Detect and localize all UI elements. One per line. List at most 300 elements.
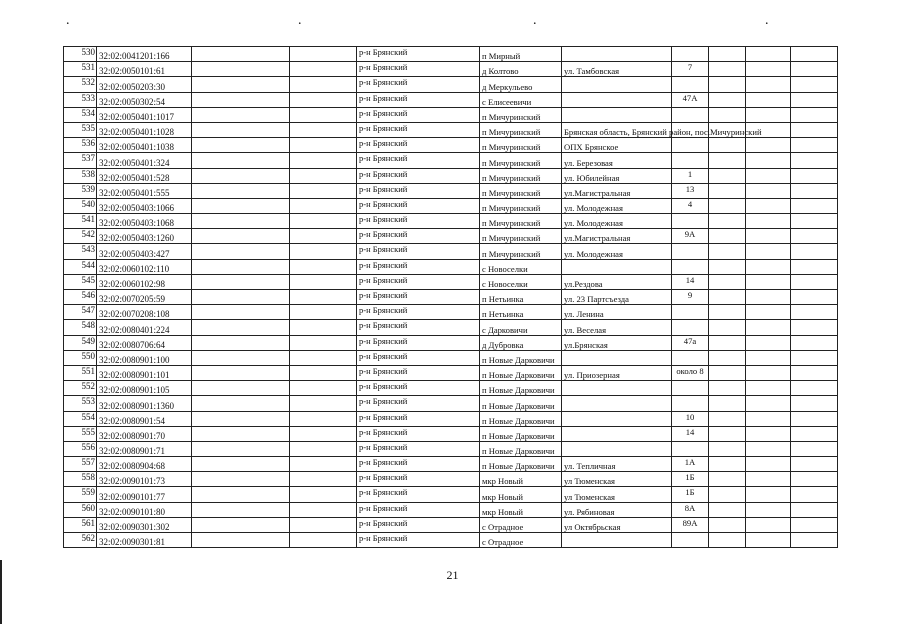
settlement-cell: п Нетьинка [480, 290, 562, 305]
cadastral-number: 32:02:0080901:71 [97, 441, 192, 456]
district-cell: р-н Брянский [357, 138, 480, 153]
empty-cell [791, 472, 838, 487]
registry-table [63, 46, 838, 548]
empty-cell [192, 411, 290, 426]
house-cell [672, 320, 709, 335]
empty-cell [290, 350, 357, 365]
empty-cell [192, 229, 290, 244]
empty-cell [192, 214, 290, 229]
empty-cell [290, 168, 357, 183]
table-row [64, 214, 838, 229]
street-cell [562, 47, 672, 62]
settlement-cell: п Мичуринский [480, 214, 562, 229]
row-number: 554 [64, 411, 97, 426]
street-cell: Брянская область, Брянский район, пос.Мичуринский [562, 122, 672, 137]
district-cell: р-н Брянский [357, 274, 480, 289]
house-cell [672, 259, 709, 274]
settlement-cell: мкр Новый [480, 502, 562, 517]
table-row [64, 381, 838, 396]
street-cell: ул. Приозерная [562, 365, 672, 380]
empty-cell [290, 502, 357, 517]
empty-cell [791, 365, 838, 380]
district-cell: р-н Брянский [357, 320, 480, 335]
empty-cell [746, 533, 791, 548]
cadastral-number: 32:02:0060102:98 [97, 274, 192, 289]
row-number: 540 [64, 198, 97, 213]
empty-cell [290, 533, 357, 548]
row-number: 539 [64, 183, 97, 198]
settlement-cell: п Мичуринский [480, 122, 562, 137]
district-cell: р-н Брянский [357, 92, 480, 107]
empty-cell [746, 305, 791, 320]
settlement-cell: п Мичуринский [480, 138, 562, 153]
empty-cell [192, 426, 290, 441]
street-cell: ул.Магистральная [562, 229, 672, 244]
row-number: 536 [64, 138, 97, 153]
empty-cell [746, 335, 791, 350]
empty-cell [746, 274, 791, 289]
empty-cell [709, 305, 746, 320]
empty-cell [746, 457, 791, 472]
empty-cell [746, 229, 791, 244]
street-cell [562, 426, 672, 441]
empty-cell [791, 274, 838, 289]
row-number: 534 [64, 107, 97, 122]
empty-cell [791, 320, 838, 335]
empty-cell [746, 472, 791, 487]
settlement-cell: мкр Новый [480, 487, 562, 502]
table-row [64, 168, 838, 183]
empty-cell [709, 426, 746, 441]
district-cell: р-н Брянский [357, 305, 480, 320]
settlement-cell: п Новые Дарковичи [480, 457, 562, 472]
empty-cell [791, 77, 838, 92]
empty-cell [791, 47, 838, 62]
scan-mark: . [533, 13, 537, 28]
settlement-cell: с Новоселки [480, 274, 562, 289]
house-cell [672, 305, 709, 320]
street-cell: ул. Тепличная [562, 457, 672, 472]
empty-cell [192, 259, 290, 274]
street-cell: ул. Юбилейная [562, 168, 672, 183]
empty-cell [746, 168, 791, 183]
cadastral-number: 32:02:0050401:1028 [97, 122, 192, 137]
settlement-cell: п Мичуринский [480, 107, 562, 122]
cadastral-number: 32:02:0070208:108 [97, 305, 192, 320]
empty-cell [709, 365, 746, 380]
empty-cell [791, 153, 838, 168]
settlement-cell: п Новые Дарковичи [480, 365, 562, 380]
row-number: 533 [64, 92, 97, 107]
page-number: 21 [446, 568, 459, 582]
street-cell: ул. Молодежная [562, 198, 672, 213]
house-cell [672, 441, 709, 456]
row-number: 557 [64, 457, 97, 472]
empty-cell [791, 259, 838, 274]
street-cell: ул. Веселая [562, 320, 672, 335]
empty-cell [791, 107, 838, 122]
street-cell [562, 441, 672, 456]
empty-cell [791, 381, 838, 396]
cadastral-number: 32:02:0080901:105 [97, 381, 192, 396]
empty-cell [290, 290, 357, 305]
table-row [64, 138, 838, 153]
scan-mark: . [765, 13, 769, 28]
empty-cell [709, 411, 746, 426]
settlement-cell: с Новоселки [480, 259, 562, 274]
empty-cell [791, 305, 838, 320]
table-row [64, 441, 838, 456]
empty-cell [290, 92, 357, 107]
cadastral-number: 32:02:0090301:302 [97, 517, 192, 532]
empty-cell [290, 396, 357, 411]
table-row [64, 77, 838, 92]
settlement-cell: с Дарковичи [480, 320, 562, 335]
row-number: 550 [64, 350, 97, 365]
empty-cell [746, 441, 791, 456]
empty-cell [746, 320, 791, 335]
cadastral-number: 32:02:0050403:1068 [97, 214, 192, 229]
empty-cell [709, 533, 746, 548]
district-cell: р-н Брянский [357, 153, 480, 168]
table-row [64, 259, 838, 274]
table-row [64, 320, 838, 335]
empty-cell [192, 290, 290, 305]
settlement-cell: п Новые Дарковичи [480, 441, 562, 456]
street-cell [562, 533, 672, 548]
empty-cell [192, 396, 290, 411]
cadastral-number: 32:02:0050203:30 [97, 77, 192, 92]
street-cell: ул. 23 Партсъезда [562, 290, 672, 305]
scan-mark: . [298, 13, 302, 28]
empty-cell [791, 396, 838, 411]
settlement-cell: п Новые Дарковичи [480, 381, 562, 396]
district-cell: р-н Брянский [357, 502, 480, 517]
settlement-cell: д Колтово [480, 62, 562, 77]
empty-cell [709, 183, 746, 198]
house-cell: 10 [672, 411, 709, 426]
empty-cell [709, 274, 746, 289]
empty-cell [709, 290, 746, 305]
table-row [64, 153, 838, 168]
street-cell [562, 77, 672, 92]
table-row [64, 198, 838, 213]
empty-cell [192, 441, 290, 456]
empty-cell [709, 138, 746, 153]
row-number: 546 [64, 290, 97, 305]
cadastral-number: 32:02:0080901:54 [97, 411, 192, 426]
house-cell: 1Б [672, 472, 709, 487]
house-cell: 47а [672, 335, 709, 350]
cadastral-number: 32:02:0050401:555 [97, 183, 192, 198]
cadastral-number: 32:02:0060102:110 [97, 259, 192, 274]
empty-cell [791, 122, 838, 137]
row-number: 553 [64, 396, 97, 411]
district-cell: р-н Брянский [357, 183, 480, 198]
table-row [64, 122, 838, 137]
street-cell [562, 381, 672, 396]
house-cell [672, 381, 709, 396]
settlement-cell: п Новые Дарковичи [480, 350, 562, 365]
district-cell: р-н Брянский [357, 47, 480, 62]
empty-cell [791, 426, 838, 441]
row-number: 562 [64, 533, 97, 548]
house-cell [672, 244, 709, 259]
settlement-cell: п Новые Дарковичи [480, 411, 562, 426]
empty-cell [791, 290, 838, 305]
empty-cell [746, 411, 791, 426]
cadastral-number: 32:02:0090101:73 [97, 472, 192, 487]
district-cell: р-н Брянский [357, 365, 480, 380]
district-cell: р-н Брянский [357, 168, 480, 183]
empty-cell [746, 426, 791, 441]
row-number: 544 [64, 259, 97, 274]
empty-cell [791, 533, 838, 548]
empty-cell [192, 274, 290, 289]
cadastral-number: 32:02:0050401:528 [97, 168, 192, 183]
empty-cell [791, 183, 838, 198]
empty-cell [709, 517, 746, 532]
empty-cell [290, 305, 357, 320]
empty-cell [290, 320, 357, 335]
district-cell: р-н Брянский [357, 229, 480, 244]
house-cell: около 8 [672, 365, 709, 380]
row-number: 549 [64, 335, 97, 350]
district-cell: р-н Брянский [357, 517, 480, 532]
empty-cell [192, 320, 290, 335]
settlement-cell: п Мичуринский [480, 168, 562, 183]
district-cell: р-н Брянский [357, 335, 480, 350]
table-row [64, 229, 838, 244]
street-cell [562, 92, 672, 107]
empty-cell [746, 138, 791, 153]
street-cell: ОПХ Брянское [562, 138, 672, 153]
empty-cell [290, 153, 357, 168]
table-row [64, 411, 838, 426]
house-cell [672, 47, 709, 62]
street-cell: ул Октябрьская [562, 517, 672, 532]
empty-cell [290, 198, 357, 213]
table-row [64, 350, 838, 365]
empty-cell [192, 487, 290, 502]
table-row [64, 396, 838, 411]
empty-cell [290, 214, 357, 229]
cadastral-number: 32:02:0050403:1066 [97, 198, 192, 213]
empty-cell [791, 168, 838, 183]
district-cell: р-н Брянский [357, 396, 480, 411]
street-cell: ул.Магистральная [562, 183, 672, 198]
empty-cell [746, 62, 791, 77]
empty-cell [709, 198, 746, 213]
empty-cell [290, 138, 357, 153]
empty-cell [290, 457, 357, 472]
house-cell: 13 [672, 183, 709, 198]
row-number: 547 [64, 305, 97, 320]
house-cell: 14 [672, 274, 709, 289]
empty-cell [192, 107, 290, 122]
empty-cell [746, 47, 791, 62]
house-cell: 1Б [672, 487, 709, 502]
settlement-cell: с Отрадное [480, 533, 562, 548]
table-row [64, 244, 838, 259]
empty-cell [192, 502, 290, 517]
house-cell [672, 214, 709, 229]
row-number: 532 [64, 77, 97, 92]
cadastral-number: 32:02:0041201:166 [97, 47, 192, 62]
empty-cell [709, 487, 746, 502]
table-row [64, 183, 838, 198]
house-cell [672, 533, 709, 548]
empty-cell [709, 229, 746, 244]
house-cell: 1 [672, 168, 709, 183]
house-cell [672, 396, 709, 411]
row-number: 552 [64, 381, 97, 396]
table-row [64, 290, 838, 305]
empty-cell [709, 214, 746, 229]
row-number: 551 [64, 365, 97, 380]
house-cell [672, 153, 709, 168]
empty-cell [791, 62, 838, 77]
cadastral-number: 32:02:0080901:101 [97, 365, 192, 380]
cadastral-number: 32:02:0070205:59 [97, 290, 192, 305]
empty-cell [709, 441, 746, 456]
street-cell: ул Тюменская [562, 487, 672, 502]
district-cell: р-н Брянский [357, 441, 480, 456]
empty-cell [709, 168, 746, 183]
empty-cell [791, 138, 838, 153]
empty-cell [791, 92, 838, 107]
row-number: 560 [64, 502, 97, 517]
street-cell: ул. Молодежная [562, 244, 672, 259]
settlement-cell: д Дубровка [480, 335, 562, 350]
settlement-cell: с Елисеевичи [480, 92, 562, 107]
empty-cell [791, 517, 838, 532]
empty-cell [709, 77, 746, 92]
district-cell: р-н Брянский [357, 426, 480, 441]
empty-cell [709, 335, 746, 350]
empty-cell [709, 381, 746, 396]
empty-cell [709, 107, 746, 122]
empty-cell [709, 502, 746, 517]
table-row [64, 457, 838, 472]
empty-cell [709, 259, 746, 274]
table-row [64, 107, 838, 122]
street-cell: ул. Березовая [562, 153, 672, 168]
row-number: 561 [64, 517, 97, 532]
house-cell: 1А [672, 457, 709, 472]
empty-cell [791, 244, 838, 259]
empty-cell [290, 229, 357, 244]
settlement-cell: п Мичуринский [480, 229, 562, 244]
empty-cell [746, 350, 791, 365]
empty-cell [192, 47, 290, 62]
empty-cell [192, 62, 290, 77]
empty-cell [746, 92, 791, 107]
house-cell: 7 [672, 62, 709, 77]
empty-cell [709, 47, 746, 62]
street-cell: ул. Тамбовская [562, 62, 672, 77]
district-cell: р-н Брянский [357, 77, 480, 92]
cadastral-number: 32:02:0080904:68 [97, 457, 192, 472]
row-number: 556 [64, 441, 97, 456]
empty-cell [746, 365, 791, 380]
district-cell: р-н Брянский [357, 381, 480, 396]
empty-cell [746, 290, 791, 305]
table-row [64, 365, 838, 380]
empty-cell [791, 229, 838, 244]
empty-cell [192, 350, 290, 365]
cadastral-number: 32:02:0090101:77 [97, 487, 192, 502]
settlement-cell: п Мирный [480, 47, 562, 62]
cadastral-number: 32:02:0090101:80 [97, 502, 192, 517]
empty-cell [192, 381, 290, 396]
empty-cell [746, 502, 791, 517]
street-cell: ул. Ленина [562, 305, 672, 320]
district-cell: р-н Брянский [357, 244, 480, 259]
street-cell [562, 350, 672, 365]
empty-cell [290, 62, 357, 77]
row-number: 558 [64, 472, 97, 487]
empty-cell [791, 441, 838, 456]
empty-cell [290, 411, 357, 426]
empty-cell [192, 92, 290, 107]
empty-cell [290, 426, 357, 441]
empty-cell [791, 457, 838, 472]
street-cell [562, 259, 672, 274]
empty-cell [746, 517, 791, 532]
row-number: 548 [64, 320, 97, 335]
district-cell: р-н Брянский [357, 411, 480, 426]
district-cell: р-н Брянский [357, 487, 480, 502]
empty-cell [746, 396, 791, 411]
district-cell: р-н Брянский [357, 533, 480, 548]
empty-cell [290, 381, 357, 396]
row-number: 559 [64, 487, 97, 502]
empty-cell [709, 244, 746, 259]
district-cell: р-н Брянский [357, 198, 480, 213]
district-cell: р-н Брянский [357, 259, 480, 274]
row-number: 545 [64, 274, 97, 289]
empty-cell [791, 335, 838, 350]
house-cell: 14 [672, 426, 709, 441]
cadastral-number: 32:02:0050101:61 [97, 62, 192, 77]
cadastral-number: 32:02:0050403:1260 [97, 229, 192, 244]
settlement-cell: д Меркульево [480, 77, 562, 92]
settlement-cell: мкр Новый [480, 472, 562, 487]
empty-cell [192, 244, 290, 259]
empty-cell [791, 198, 838, 213]
empty-cell [192, 457, 290, 472]
street-cell: ул. Молодежная [562, 214, 672, 229]
row-number: 535 [64, 122, 97, 137]
street-cell [562, 411, 672, 426]
table-row [64, 274, 838, 289]
street-cell: ул Тюменская [562, 472, 672, 487]
settlement-cell: п Новые Дарковичи [480, 396, 562, 411]
empty-cell [290, 107, 357, 122]
empty-cell [192, 533, 290, 548]
empty-cell [290, 365, 357, 380]
house-cell: 9А [672, 229, 709, 244]
table-row [64, 533, 838, 548]
cadastral-number: 32:02:0050403:427 [97, 244, 192, 259]
settlement-cell: с Отрадное [480, 517, 562, 532]
empty-cell [746, 183, 791, 198]
street-cell [562, 107, 672, 122]
empty-cell [791, 502, 838, 517]
empty-cell [192, 365, 290, 380]
table-row [64, 305, 838, 320]
